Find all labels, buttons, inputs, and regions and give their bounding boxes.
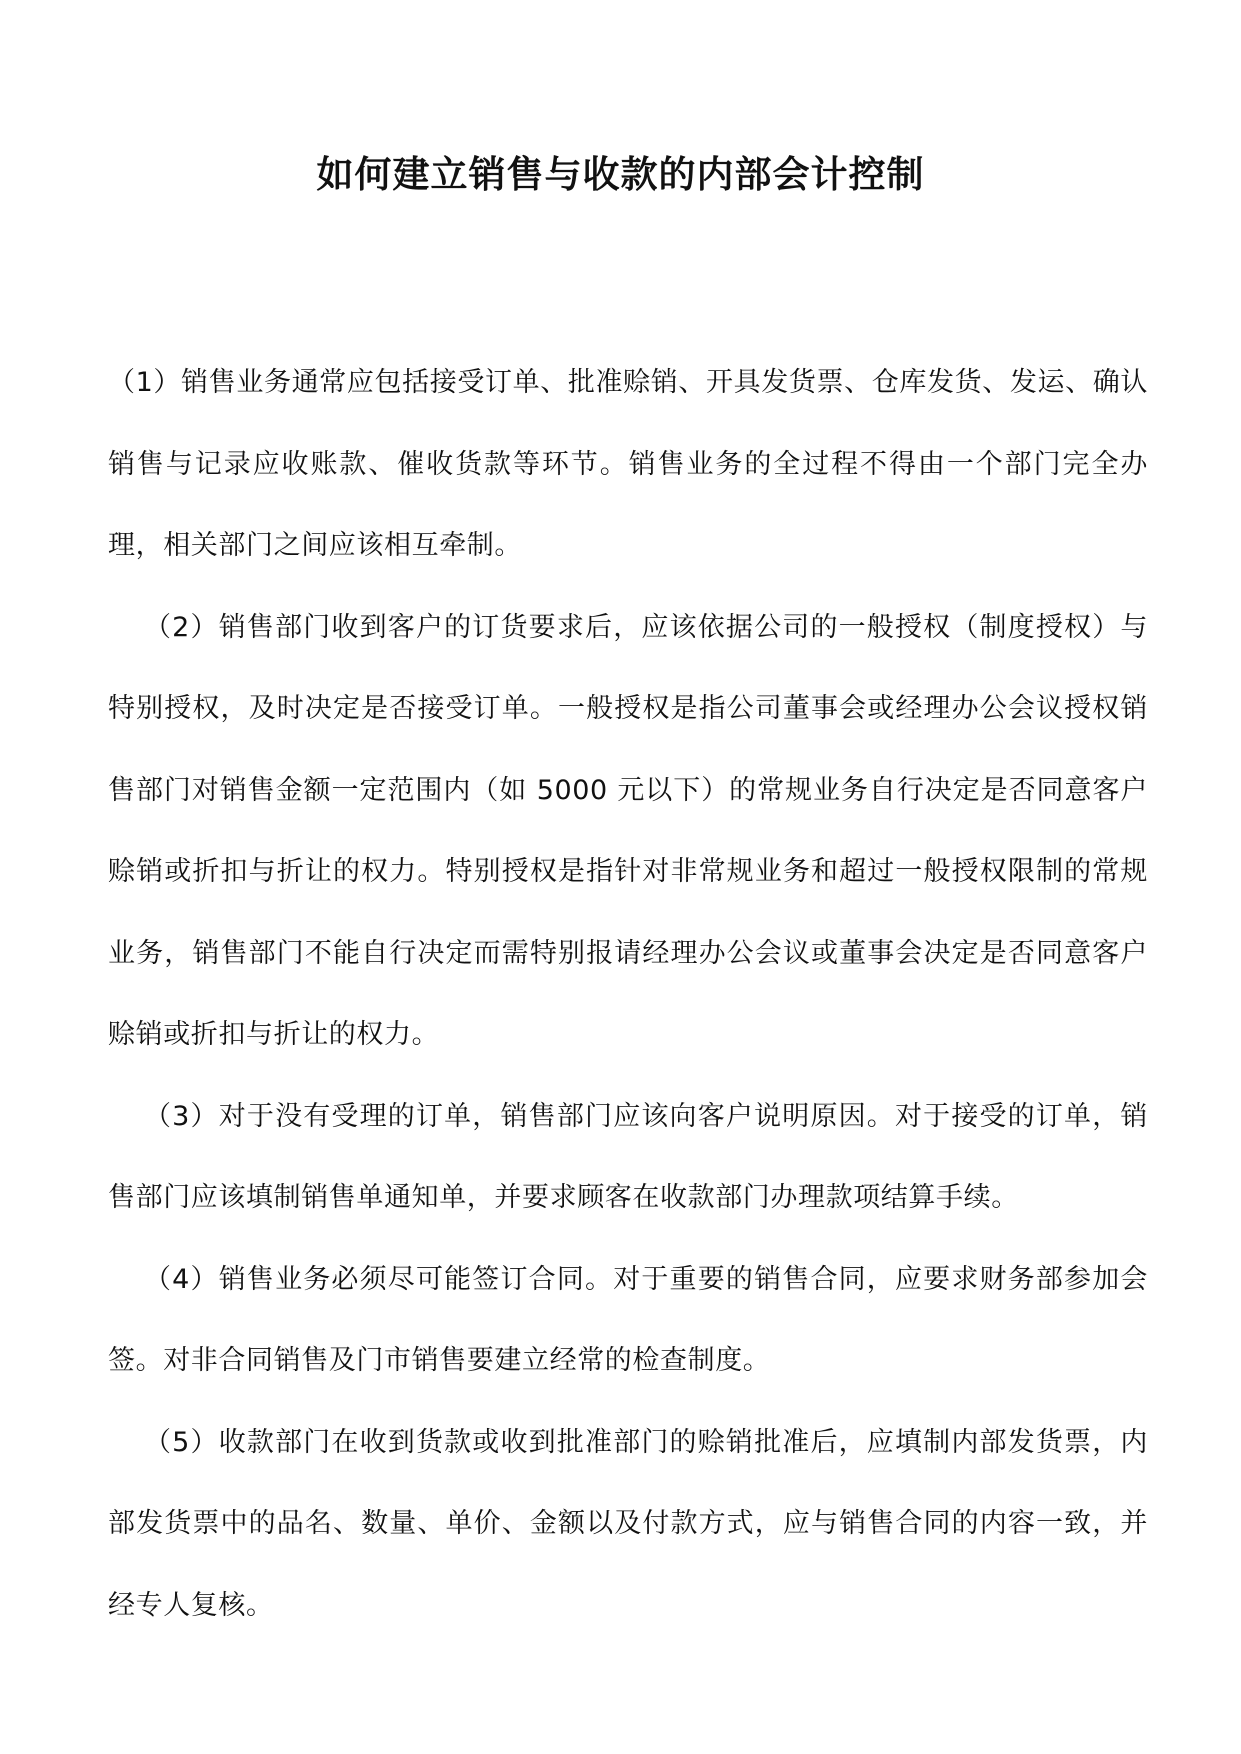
paragraph-5: （5）收款部门在收到货款或收到批准部门的赊销批准后，应填制内部发货票，内部发货票中的品名、数量、单价、金额以及付款方式，应与销售合同的内容一致，并经专人复核。 — [108, 1426, 1148, 1621]
paragraph-4: （4）销售业务必须尽可能签订合同。对于重要的销售合同，应要求财务部参加会签。对非合同销售及门市销售要建立经常的检查制度。 — [108, 1263, 1148, 1376]
paragraph-2: （2）销售部门收到客户的订货要求后，应该依据公司的一般授权（制度授权）与特别授权，及时决定是否接受订单。一般授权是指公司董事会或经理办公会议授权销售部门对销售金额一定范围内（如 5000 元以下）的常规业务自行决定是否同意客户赊销或折扣与折让的权力。特别授权是指针对非常规业务和超过一般授权限制的常规业务，销售部门不能自行决定而需特别报请经理办公会议或董事会决定是否同意客户赊销或折扣与折让的权力。 — [108, 611, 1148, 1050]
document-title: 如何建立销售与收款的内部会计控制 — [316, 153, 925, 196]
paragraph-3: （3）对于没有受理的订单，销售部门应该向客户说明原因。对于接受的订单，销售部门应该填制销售单通知单，并要求顾客在收款部门办理款项结算手续。 — [108, 1100, 1148, 1213]
document-body — [108, 342, 1148, 1646]
paragraph-1: （1）销售业务通常应包括接受订单、批准赊销、开具发货票、仓库发货、发运、确认销售与记录应收账款、催收货款等环节。销售业务的全过程不得由一个部门完全办理，相关部门之间应该相互牵制。 — [108, 367, 1148, 561]
